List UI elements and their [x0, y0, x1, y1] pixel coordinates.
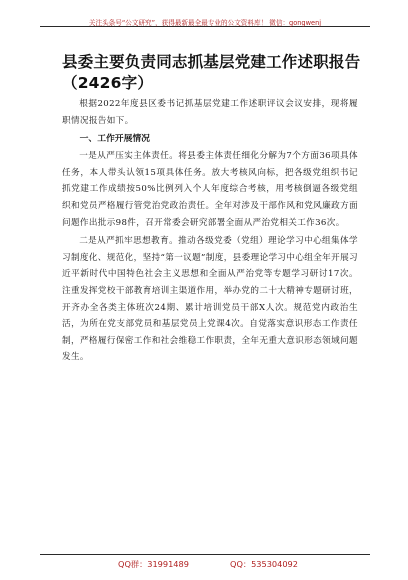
paragraph-main-responsibility: 一是从严压实主体责任。将县委主体责任细化分解为7个方面36项具体任务，本人带头认领15项具体任务。放大考核风向标，把各级党组织书记抓党建工作成绩按50%比例列入个人年度综合考核，用考核倒逼各级党组织和党员严格履行管党治党政治责任。全年对涉及干部作风和党风廉政方面问题作出批示98件，召开常委会研究部署全面从严治党相关工作36次。: [62, 151, 358, 228]
intro-paragraph: 根据2022年度县区委书记抓基层党建工作述职评议会议安排，现将履职情况报告如下。: [62, 99, 358, 126]
footer-qq-group: QQ群：31991489: [118, 559, 189, 569]
footer-qq-contact: QQ：535304092: [230, 559, 298, 569]
document-title: 县委主要负责同志抓基层党建工作述职报告（2426字）: [62, 53, 361, 92]
paragraph-ideological-education: 二是从严抓牢思想教育。推动各级党委（党组）理论学习中心组集体学习制度化、规范化，坚持“第一议题”制度，县委理论学习中心组全年开展习近平新时代中国特色社会主义思想和全面从严治党等专题学习研讨17次。注重发挥党校干部教育培训主渠道作用，举办党的二十大精神专题研讨班，开齐办全各类主体班次24期、累计培训党员干部X人次。规范党内政治生活，为所在党支部党员和基层党员上党课4次。自觉落实意识形态工作责任制，严格履行保密工作和社会维稳工作职责，全年无重大意识形态领域问题发生。: [62, 236, 358, 363]
header-promo-text: 关注头条号“公文研究”，获得最新最全最专业的公文资料库！ 微信：gongwenj: [88, 19, 322, 27]
header-banner: [40, 10, 370, 27]
section-heading-work-progress: 一、工作开展情况: [79, 134, 150, 145]
footer-bar: [40, 554, 370, 573]
document-body: [62, 96, 358, 366]
